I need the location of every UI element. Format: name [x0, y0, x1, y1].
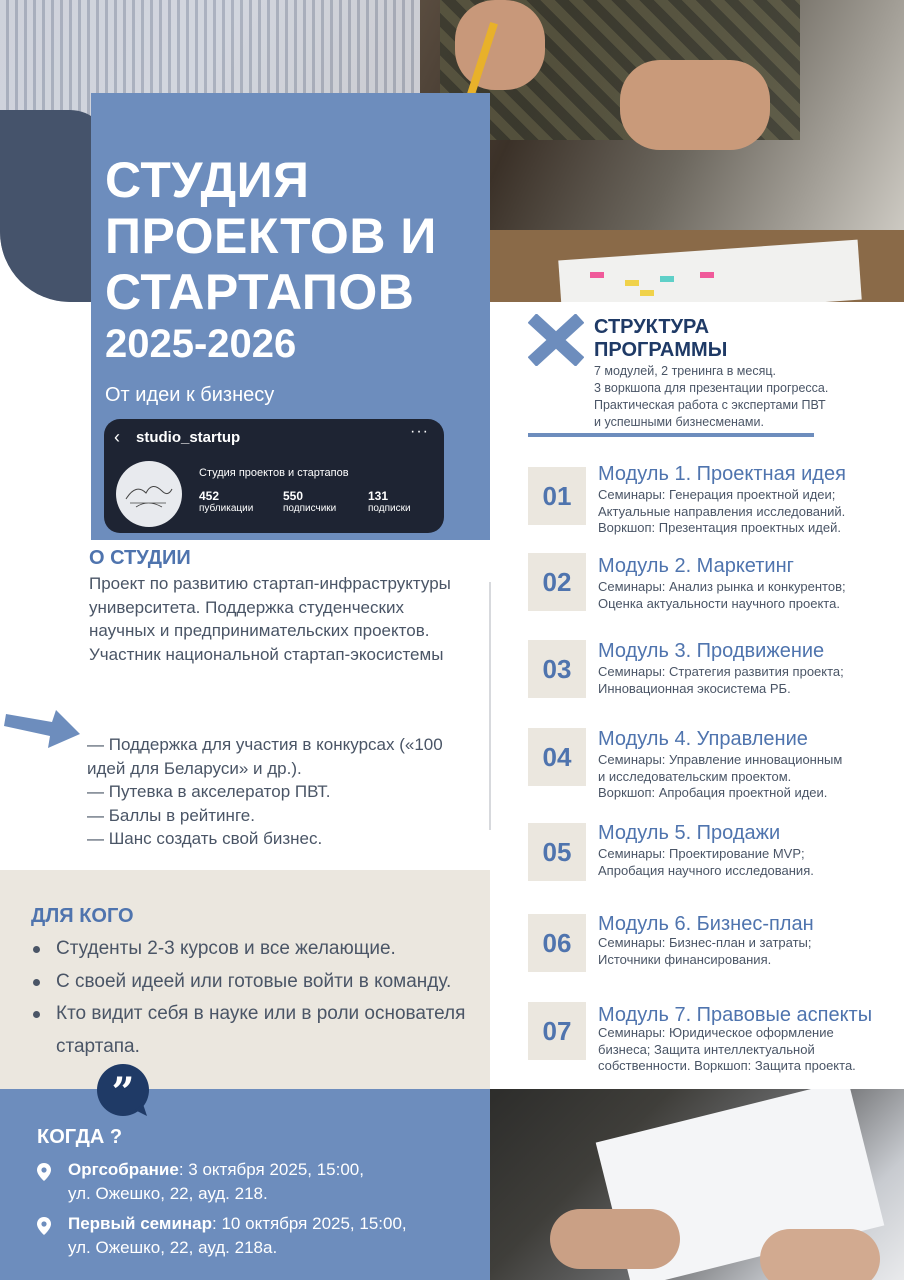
event-date: : 10 октября 2025, 15:00, — [212, 1214, 407, 1233]
stat-label: публикации — [199, 503, 254, 514]
module-title: Модуль 7. Правовые аспекты — [598, 1004, 873, 1026]
stat-posts[interactable] — [199, 489, 253, 514]
stat-followers[interactable] — [283, 489, 336, 514]
for-whom-list — [32, 933, 492, 1063]
module-title: Модуль 2. Маркетинг — [598, 555, 794, 577]
location-pin-icon — [37, 1163, 51, 1181]
avatar[interactable] — [116, 461, 182, 527]
svg-text:”: ” — [111, 1069, 135, 1116]
logo-sketch-icon — [122, 477, 176, 511]
stat-label: подписки — [368, 503, 411, 514]
stat-value: 550 — [283, 489, 304, 503]
module-number: 04 — [528, 728, 586, 786]
stat-label: подписчики — [283, 503, 337, 514]
subtitle: От идеи к бизнесу — [105, 384, 275, 406]
year: 2025-2026 — [105, 322, 297, 366]
stat-following[interactable] — [368, 489, 411, 514]
module-description: Семинары: Генерация проектной идеи; Актуальные направления исследований. Воркшоп: Презентация проектных идей. — [598, 487, 846, 535]
event-label: Первый семинар — [68, 1214, 213, 1233]
module-number: 06 — [528, 914, 586, 972]
cross-icon — [528, 314, 584, 366]
module-description: Семинары: Бизнес-план и затраты; Источники финансирования. — [598, 935, 812, 967]
list-item: Кто видит себя в науке или в роли основателя стартапа. — [32, 998, 492, 1063]
arrow-icon — [4, 700, 84, 750]
list-item: С своей идеей или готовые войти в команду. — [32, 966, 492, 999]
structure-underline — [528, 433, 814, 437]
for-whom-heading: ДЛЯ КОГО — [31, 905, 134, 927]
module-number: 03 — [528, 640, 586, 698]
more-options-icon[interactable]: ··· — [410, 423, 429, 440]
profile-name: Студия проектов и стартапов — [199, 467, 349, 479]
structure-description: 7 модулей, 2 тренинга в месяц. 3 воркшопа для презентации прогресса. Практическая работа с экспертами ПВТ и успешными бизнесменами. — [594, 364, 829, 429]
module-title: Модуль 3. Продвижение — [598, 640, 825, 662]
module-title: Модуль 5. Продажи — [598, 822, 781, 844]
benefit-item: — Поддержка для участия в конкурсах («100 идей для Беларуси» и др.). — [87, 735, 443, 778]
seminar-item — [68, 1212, 407, 1260]
instagram-profile-card[interactable] — [104, 419, 444, 533]
bottom-photo — [490, 1089, 904, 1280]
meeting-item — [68, 1158, 364, 1206]
quote-icon — [95, 1062, 153, 1118]
about-benefits — [87, 733, 477, 851]
main-title: СТУДИЯ ПРОЕКТОВ И СТАРТАПОВ — [105, 152, 437, 320]
divider — [489, 582, 491, 830]
stat-value: 131 — [368, 489, 389, 503]
module-description: Семинары: Юридическое оформление бизнеса; Защита интеллектуальной собственности. Воркшоп: Защита проекта. — [598, 1025, 856, 1073]
benefit-item: — Шанс создать свой бизнес. — [87, 829, 323, 848]
about-text: Проект по развитию стартап-инфраструктуры университета. Поддержка студенческих научных и предпринимательских проектов. Участник национальной стартап-экосистемы — [89, 574, 451, 664]
module-title: Модуль 6. Бизнес-план — [598, 913, 814, 935]
module-number: 01 — [528, 467, 586, 525]
event-address: ул. Ожешко, 22, ауд. 218а. — [68, 1238, 278, 1257]
module-description: Семинары: Проектирование MVP; Апробация научного исследования. — [598, 846, 814, 878]
module-number: 02 — [528, 553, 586, 611]
module-description: Семинары: Стратегия развития проекта; Инновационная экосистема РБ. — [598, 664, 844, 696]
event-date: : 3 октября 2025, 15:00, — [178, 1160, 364, 1179]
when-heading: КОГДА ? — [37, 1126, 123, 1148]
list-item: Студенты 2-3 курсов и все желающие. — [32, 933, 492, 966]
about-heading: О СТУДИИ — [89, 547, 191, 569]
module-title: Модуль 4. Управление — [598, 728, 808, 750]
stat-value: 452 — [199, 489, 220, 503]
module-number: 07 — [528, 1002, 586, 1060]
module-description: Семинары: Анализ рынка и конкурентов; Оценка актуальности научного проекта. — [598, 579, 846, 611]
structure-heading: СТРУКТУРА ПРОГРАММЫ — [594, 316, 728, 361]
module-number: 05 — [528, 823, 586, 881]
benefit-item: — Путевка в акселератор ПВТ. — [87, 782, 331, 801]
module-description: Семинары: Управление инновационным и исследовательским проектом. Воркшоп: Апробация проектной идеи. — [598, 752, 843, 800]
benefit-item: — Баллы в рейтинге. — [87, 805, 255, 825]
module-title: Модуль 1. Проектная идея — [598, 463, 846, 485]
event-label: Оргсобрание — [68, 1160, 179, 1179]
back-arrow-icon[interactable]: ‹ — [114, 427, 120, 447]
profile-handle: studio_startup — [136, 429, 241, 446]
event-address: ул. Ожешко, 22, ауд. 218. — [68, 1184, 268, 1203]
location-pin-icon — [37, 1217, 51, 1235]
